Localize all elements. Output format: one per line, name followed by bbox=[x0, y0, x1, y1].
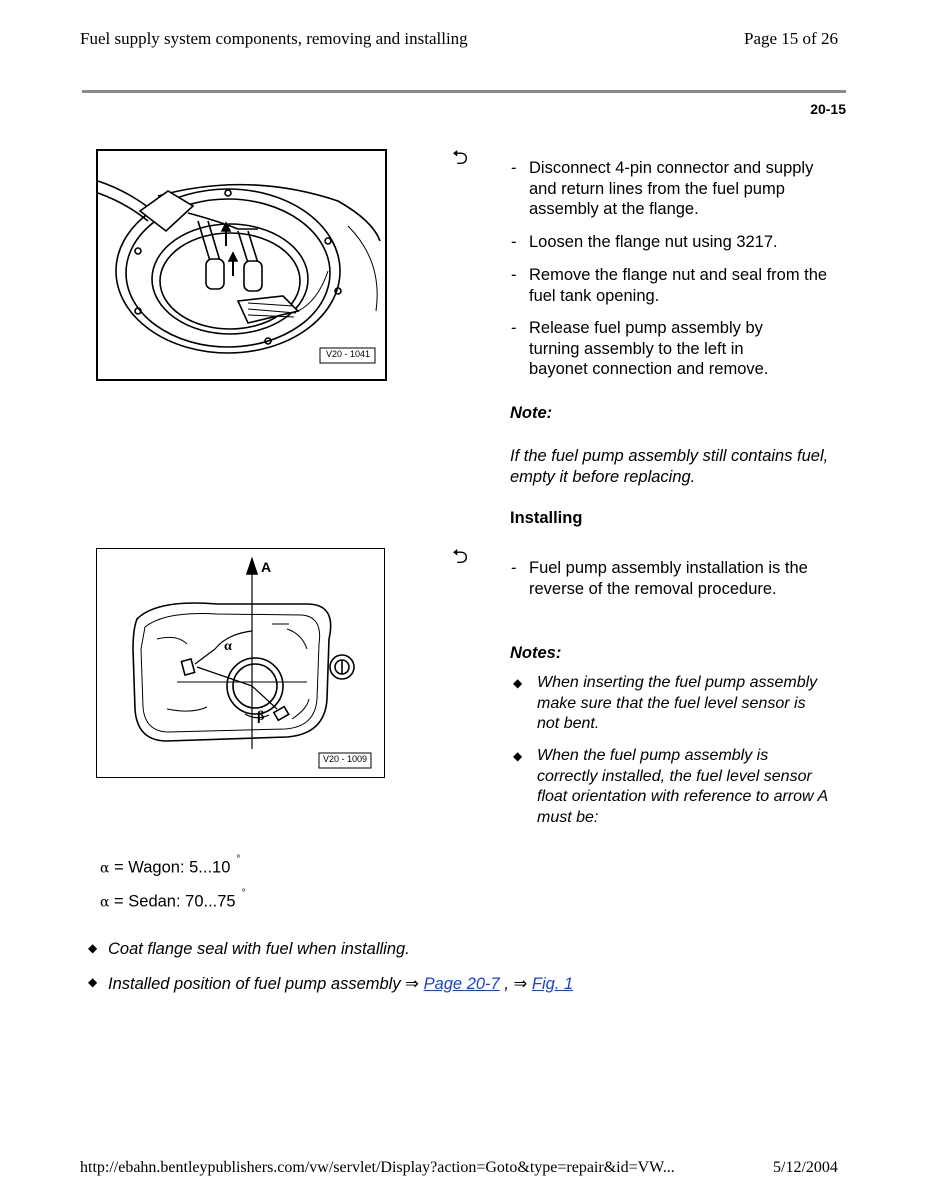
alpha-angle-label: α bbox=[224, 639, 232, 654]
step-item: - Disconnect 4-pin connector and supply and return lines from the fuel pump assembly at the flange. bbox=[511, 158, 841, 220]
step-text: Disconnect 4-pin connector and supply and return lines from the fuel pump assembly at the flange. bbox=[529, 159, 814, 218]
install-step-item: - Fuel pump assembly installation is the reverse of the removal procedure. bbox=[511, 558, 841, 620]
degree-unit: ° bbox=[236, 854, 241, 865]
fig-1-link[interactable]: Fig. 1 bbox=[531, 975, 574, 993]
header-divider bbox=[82, 90, 846, 93]
step-item: - Loosen the flange nut using 3217. bbox=[511, 232, 841, 253]
step-text: Fuel pump assembly installation is the reverse of the removal procedure. bbox=[529, 559, 808, 598]
step-item: - Remove the flange nut and seal from the fuel tank opening. bbox=[511, 265, 841, 307]
figure-label: V20 - 1009 bbox=[322, 754, 368, 764]
step-item: - Release fuel pump assembly by turning assembly to the left in bayonet connection and remove. bbox=[511, 318, 841, 380]
alpha-symbol: α bbox=[100, 894, 110, 911]
diamond-bullet-icon: ◆ bbox=[513, 676, 523, 690]
notes-item-text: When inserting the fuel pump assembly make sure that the fuel level sensor is not bent. bbox=[537, 674, 818, 732]
bullet-text: Installed position of fuel pump assembly ⇒ bbox=[108, 975, 424, 993]
diamond-bullet-icon: ◆ bbox=[88, 975, 98, 989]
arrow-a-label: A bbox=[261, 559, 272, 575]
bullet-text: Coat flange seal with fuel when installing. bbox=[108, 940, 410, 958]
installed-position-bullet bbox=[88, 974, 788, 996]
angle-wagon bbox=[100, 854, 241, 878]
fuel-tank-orientation-diagram bbox=[97, 549, 384, 777]
note-text: If the fuel pump assembly still contains fuel, empty it before replacing. bbox=[510, 447, 829, 486]
angle-value: = Wagon: 5...10 bbox=[109, 858, 231, 877]
alpha-symbol: α bbox=[100, 860, 110, 877]
step-text: Release fuel pump assembly by turning assembly to the left in bayonet connection and remove. bbox=[529, 319, 769, 378]
figure-label: V20 - 1041 bbox=[325, 349, 371, 359]
notes-item-text: When the fuel pump assembly is correctly installed, the fuel level sensor float orientation with reference to arrow A must be: bbox=[537, 747, 828, 826]
degree-unit: ° bbox=[241, 888, 246, 899]
section-number: 20-15 bbox=[810, 101, 846, 117]
figure-tank-orientation bbox=[96, 548, 385, 778]
step-text: Loosen the flange nut using 3217. bbox=[529, 233, 778, 251]
figure-pointer-arrow-icon: ⮌ bbox=[452, 147, 469, 169]
notes-list-item bbox=[513, 673, 833, 735]
page-header-title: Fuel supply system components, removing and installing bbox=[80, 29, 468, 48]
angle-value: = Sedan: 70...75 bbox=[109, 892, 236, 911]
page-number: Page 15 of 26 bbox=[744, 29, 838, 48]
note-heading: Note: bbox=[510, 404, 553, 422]
fuel-pump-flange-illustration bbox=[98, 151, 385, 379]
diamond-bullet-icon: ◆ bbox=[513, 749, 523, 763]
installing-heading: Installing bbox=[510, 509, 583, 527]
footer-date: 5/12/2004 bbox=[773, 1159, 838, 1176]
notes-heading: Notes: bbox=[510, 644, 562, 662]
angle-sedan bbox=[100, 888, 246, 912]
page-20-7-link[interactable]: Page 20-7 bbox=[423, 975, 500, 993]
link-separator: , ⇒ bbox=[499, 975, 532, 993]
figure-fuel-pump-flange bbox=[96, 149, 387, 381]
step-text: Remove the flange nut and seal from the fuel tank opening. bbox=[529, 266, 828, 305]
footer-url: http://ebahn.bentleypublishers.com/vw/servlet/Display?action=Goto&type=repair&id=VW... bbox=[80, 1159, 675, 1176]
beta-angle-label: β bbox=[257, 709, 265, 724]
diamond-bullet-icon: ◆ bbox=[88, 941, 98, 955]
figure-pointer-arrow-icon: ⮌ bbox=[452, 546, 469, 568]
notes-list-item bbox=[513, 746, 833, 830]
coat-flange-bullet bbox=[88, 940, 788, 962]
